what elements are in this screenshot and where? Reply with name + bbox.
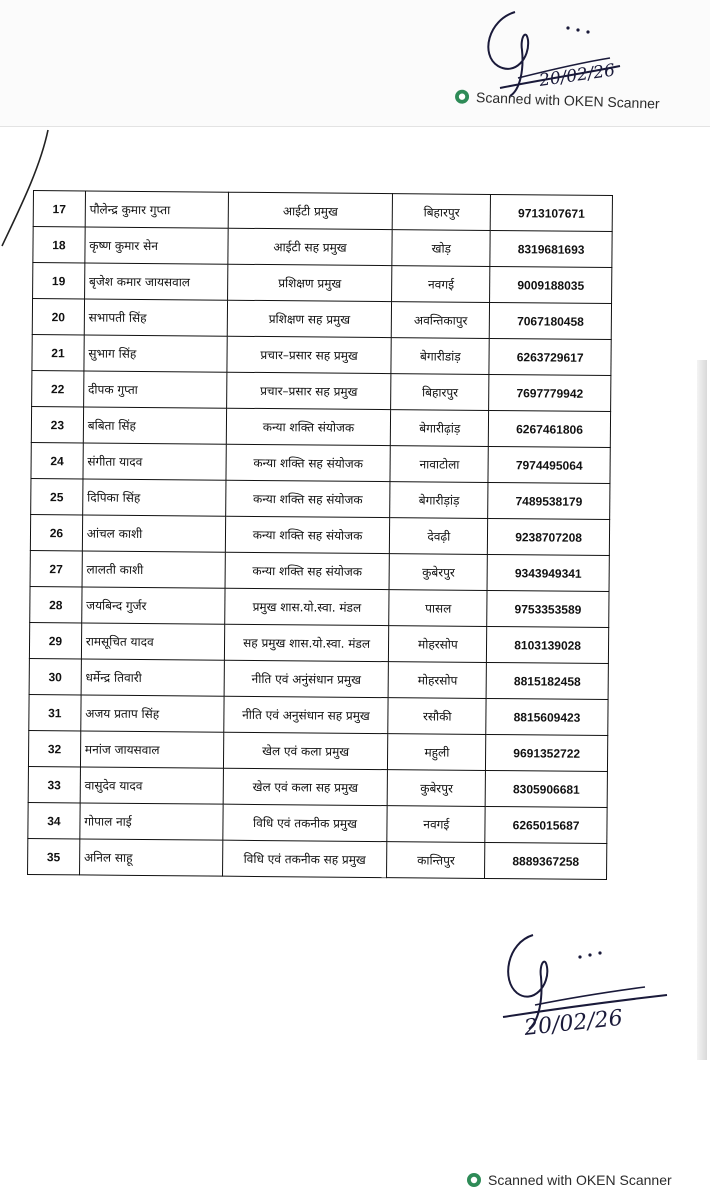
phone-number-cell: 7489538179: [488, 482, 610, 519]
table-row: [30, 514, 609, 555]
location-cell: बिहारपुर: [391, 374, 489, 411]
member-name-cell: पौलेन्द्र कुमार गुप्ता: [85, 191, 228, 228]
location-cell: कान्तिपुर: [387, 842, 485, 879]
designation-cell: नीति एवं अनुसंधान सह प्रमुख: [223, 696, 388, 733]
designation-cell: कन्या शक्ति सह संयोजक: [225, 516, 390, 553]
table-row: [28, 730, 607, 771]
designation-cell: प्रचार–प्रसार सह प्रमुख: [227, 336, 392, 373]
table-row: [28, 838, 607, 879]
serial-number-cell: 29: [29, 622, 81, 658]
oken-logo-icon: [454, 88, 471, 105]
designation-cell: प्रमुख शास.यो.स्वा. मंडल: [224, 588, 389, 625]
table-row: [33, 227, 612, 268]
serial-number-cell: 20: [32, 299, 84, 335]
table-row: [28, 802, 607, 843]
serial-number-cell: 22: [32, 370, 84, 406]
serial-number-cell: 32: [28, 730, 80, 766]
table-row: [33, 263, 612, 304]
location-cell: मोहरसोप: [389, 662, 487, 699]
designation-cell: कन्या शक्ति सह संयोजक: [226, 444, 391, 481]
member-name-cell: आंचल काशी: [82, 515, 225, 552]
scanner-label-top: Scanned with OKEN Scanner: [475, 89, 660, 112]
designation-cell: विधि एवं तकनीक सह प्रमुख: [222, 840, 387, 877]
member-name-cell: जयबिन्द गुर्जर: [82, 587, 225, 624]
member-name-cell: वासुदेव यादव: [80, 767, 223, 804]
table-row: [31, 406, 610, 447]
designation-cell: आईटी प्रमुख: [228, 192, 393, 229]
table-row: [28, 766, 607, 807]
location-cell: मोहरसोप: [389, 626, 487, 663]
location-cell: देवढ़ी: [390, 518, 488, 555]
signature-bottom: [495, 925, 675, 1045]
location-cell: नवगई: [392, 266, 490, 303]
member-name-cell: बृजेश कमार जायसवाल: [84, 263, 227, 300]
scanner-watermark-bottom: [466, 1172, 672, 1188]
designation-cell: प्रचार–प्रसार सह प्रमुख: [226, 372, 391, 409]
location-cell: नवगई: [387, 806, 485, 843]
phone-number-cell: 6263729617: [489, 338, 611, 375]
location-cell: बेगारीढ़ांड़: [391, 410, 489, 447]
member-name-cell: अजय प्रताप सिंह: [81, 695, 224, 732]
designation-cell: आईटी सह प्रमुख: [227, 228, 392, 265]
phone-number-cell: 8815182458: [486, 662, 608, 699]
location-cell: नावाटोला: [390, 446, 488, 483]
serial-number-cell: 31: [29, 694, 81, 730]
serial-number-cell: 28: [30, 586, 82, 622]
table-row: [32, 299, 611, 340]
member-name-cell: रामसूचित यादव: [81, 623, 224, 660]
table-row: [32, 334, 611, 375]
phone-number-cell: 9691352722: [486, 734, 608, 771]
serial-number-cell: 26: [30, 514, 82, 550]
location-cell: बिहारपुर: [393, 194, 491, 231]
designation-cell: कन्या शक्ति सह संयोजक: [225, 480, 390, 517]
member-name-cell: बबिता सिंह: [83, 407, 226, 444]
phone-number-cell: 9753353589: [487, 590, 609, 627]
signature-top-date: 20/02/26: [537, 60, 617, 91]
signature-bottom-date: 20/02/26: [523, 1005, 624, 1041]
designation-cell: कन्या शक्ति सह संयोजक: [225, 552, 390, 589]
location-cell: कुबेरपुर: [389, 554, 487, 591]
member-name-cell: मनांज जायसवाल: [80, 731, 223, 768]
table-row: [32, 370, 611, 411]
location-cell: कुबेरपुर: [388, 770, 486, 807]
designation-cell: नीति एवं अनुंसंधान प्रमुख: [224, 660, 389, 697]
member-name-cell: सभापती सिंह: [84, 299, 227, 336]
location-cell: बेगारीडांड़: [391, 338, 489, 375]
table-row: [31, 442, 610, 483]
phone-number-cell: 6267461806: [489, 410, 611, 447]
designation-cell: खेल एवं कला सह प्रमुख: [223, 768, 388, 805]
table-row: [31, 478, 610, 519]
serial-number-cell: 17: [33, 191, 85, 227]
table-row: [33, 191, 612, 232]
table-row: [29, 622, 608, 663]
member-name-cell: अनिल साहू: [79, 839, 222, 876]
member-name-cell: दीपक गुप्ता: [83, 371, 226, 408]
location-cell: महुली: [388, 734, 486, 771]
phone-number-cell: 8319681693: [490, 230, 612, 267]
serial-number-cell: 27: [30, 550, 82, 586]
serial-number-cell: 34: [28, 802, 80, 838]
location-cell: पासल: [389, 590, 487, 627]
member-name-cell: कृष्ण कुमार सेन: [85, 227, 228, 264]
serial-number-cell: 35: [28, 838, 80, 874]
phone-number-cell: 9238707208: [488, 518, 610, 555]
serial-number-cell: 18: [33, 227, 85, 263]
member-table: [27, 190, 613, 880]
serial-number-cell: 23: [31, 406, 83, 442]
table-row: [29, 694, 608, 735]
phone-number-cell: 7697779942: [489, 374, 611, 411]
designation-cell: प्रशिक्षण सह प्रमुख: [227, 300, 392, 337]
phone-number-cell: 8103139028: [487, 626, 609, 663]
phone-number-cell: 6265015687: [485, 806, 607, 843]
serial-number-cell: 19: [33, 263, 85, 299]
table-row: [30, 586, 609, 627]
scanner-label-bottom: Scanned with OKEN Scanner: [488, 1172, 672, 1188]
designation-cell: सह प्रमुख शास.यो.स्वा. मंडल: [224, 624, 389, 661]
page-edge-shadow: [697, 360, 707, 1060]
phone-number-cell: 7974495064: [488, 446, 610, 483]
phone-number-cell: 8889367258: [485, 842, 607, 879]
location-cell: रसौकी: [388, 698, 486, 735]
phone-number-cell: 8305906681: [485, 770, 607, 807]
location-cell: खोड़: [392, 230, 490, 267]
table-row: [30, 550, 609, 591]
oken-logo-icon: [466, 1172, 482, 1188]
phone-number-cell: 9713107671: [490, 194, 612, 231]
member-name-cell: लालती काशी: [82, 551, 225, 588]
serial-number-cell: 30: [29, 658, 81, 694]
phone-number-cell: 9343949341: [487, 554, 609, 591]
serial-number-cell: 21: [32, 334, 84, 370]
serial-number-cell: 24: [31, 442, 83, 478]
serial-number-cell: 33: [28, 766, 80, 802]
phone-number-cell: 8815609423: [486, 698, 608, 735]
designation-cell: प्रशिक्षण प्रमुख: [227, 264, 392, 301]
member-name-cell: दिपिका सिंह: [82, 479, 225, 516]
location-cell: बेगारीड़ांड़: [390, 482, 488, 519]
member-name-cell: सुभाग सिंह: [84, 335, 227, 372]
member-name-cell: गोपाल नाई: [80, 803, 223, 840]
member-name-cell: धर्मेन्द्र तिवारी: [81, 659, 224, 696]
designation-cell: विधि एवं तकनीक प्रमुख: [222, 804, 387, 841]
location-cell: अवन्तिकापुर: [392, 302, 490, 339]
member-name-cell: संगीता यादव: [83, 443, 226, 480]
designation-cell: कन्या शक्ति संयोजक: [226, 408, 391, 445]
phone-number-cell: 9009188035: [490, 266, 612, 303]
phone-number-cell: 7067180458: [489, 302, 611, 339]
designation-cell: खेल एवं कला प्रमुख: [223, 732, 388, 769]
serial-number-cell: 25: [31, 478, 83, 514]
table-row: [29, 658, 608, 699]
